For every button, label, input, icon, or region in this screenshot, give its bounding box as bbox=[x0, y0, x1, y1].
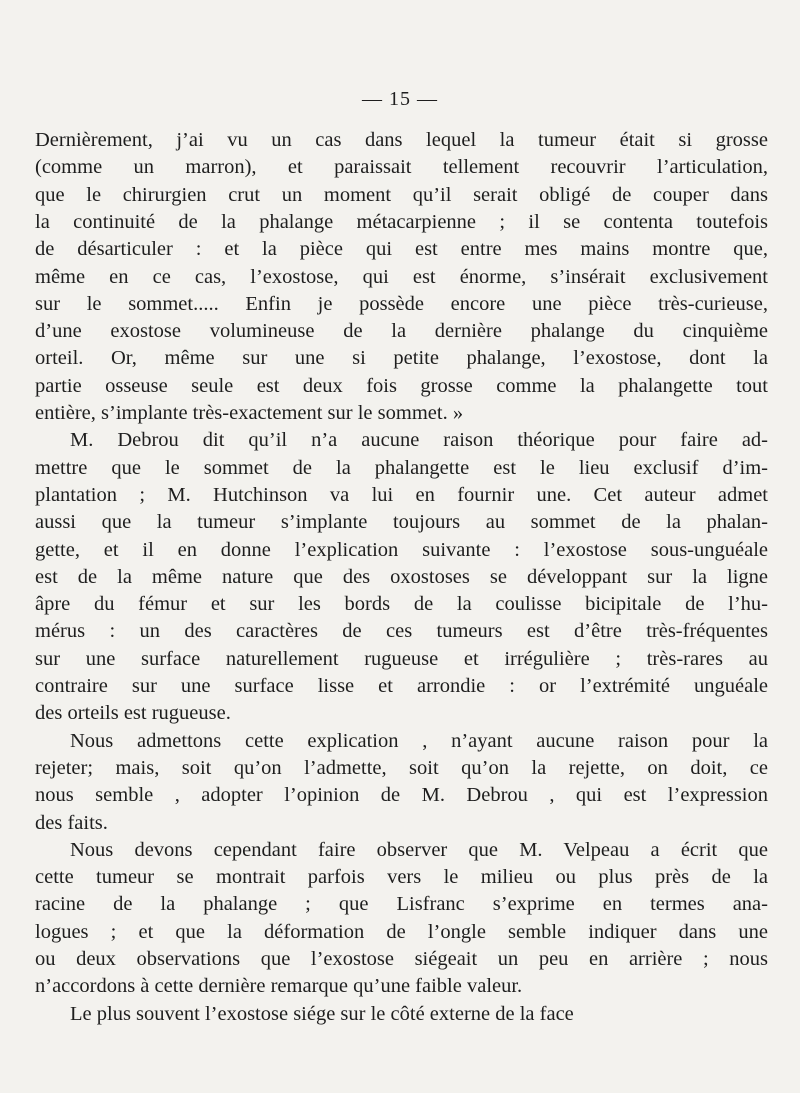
text-line: Dernièrement, j’ai vu un cas dans lequel la tumeur était si grosse bbox=[35, 129, 768, 151]
text-line: M. Debrou dit qu’il n’a aucune raison théorique pour faire ad- bbox=[70, 429, 768, 452]
text-line: des orteils est rugueuse. bbox=[35, 702, 231, 725]
text-line: plantation ; M. Hutchinson va lui en fournir une. Cet auteur admet bbox=[35, 483, 768, 506]
text-line: entière, s’implante très-exactement sur le sommet. » bbox=[35, 402, 464, 424]
text-line: que le chirurgien crut un moment qu’il serait obligé de couper dans bbox=[35, 183, 768, 206]
text-line: mettre que le sommet de la phalangette est le lieu exclusif d’im- bbox=[35, 456, 768, 479]
text-line: sur le sommet..... Enfin je possède encore une pièce très-curieuse, bbox=[35, 292, 768, 315]
text-line: gette, et il en donne l’explication suivante : l’exostose sous-unguéale bbox=[35, 538, 768, 561]
text-line: orteil. Or, même sur une si petite phalange, l’exostose, dont la bbox=[35, 347, 768, 370]
text-line: contraire sur une surface lisse et arrondie : or l’extrémité unguéale bbox=[35, 675, 768, 697]
text-line: ou deux observations que l’exostose siégeait un peu en arrière ; nous bbox=[35, 948, 768, 970]
text-line: la continuité de la phalange métacarpienne ; il se contenta toutefois bbox=[35, 210, 768, 233]
text-line: est de la même nature que des oxostoses se développant sur la ligne bbox=[35, 565, 768, 588]
text-line: mérus : un des caractères de ces tumeurs est d’être très-fréquentes bbox=[35, 620, 768, 643]
text-line: (comme un marron), et paraissait tellement recouvrir l’articulation, bbox=[35, 156, 768, 179]
page-number: — 15 — bbox=[362, 88, 438, 110]
text-line: Nous admettons cette explication , n’ayant aucune raison pour la bbox=[70, 729, 768, 752]
text-line: Le plus souvent l’exostose siége sur le côté externe de la face bbox=[70, 1002, 574, 1025]
text-line: nous semble , adopter l’opinion de M. Debrou , qui est l’expression bbox=[35, 784, 768, 807]
text-line: logues ; et que la déformation de l’ongle semble indiquer dans une bbox=[35, 920, 768, 943]
text-line: racine de la phalange ; que Lisfranc s’exprime en termes ana- bbox=[35, 893, 768, 916]
text-line: rejeter; mais, soit qu’on l’admette, soit qu’on la rejette, on doit, ce bbox=[35, 756, 768, 779]
text-line: de désarticuler : et la pièce qui est entre mes mains montre que, bbox=[35, 238, 768, 261]
text-line: d’une exostose volumineuse de la dernière phalange du cinquième bbox=[35, 320, 768, 343]
text-line: Nous devons cependant faire observer que M. Velpeau a écrit que bbox=[70, 838, 768, 861]
text-line: des faits. bbox=[35, 811, 108, 834]
text-line: même en ce cas, l’exostose, qui est énorme, s’insérait exclusivement bbox=[35, 265, 768, 288]
text-line: partie osseuse seule est deux fois grosse comme la phalangette tout bbox=[35, 374, 768, 397]
text-line: n’accordons à cette dernière remarque qu’une faible valeur. bbox=[35, 975, 523, 998]
text-line: sur une surface naturellement rugueuse et irrégulière ; très-rares au bbox=[35, 647, 768, 670]
text-line: cette tumeur se montrait parfois vers le milieu ou plus près de la bbox=[35, 866, 768, 889]
text-line: aussi que la tumeur s’implante toujours au sommet de la phalan- bbox=[35, 511, 768, 534]
text-line: âpre du fémur et sur les bords de la coulisse bicipitale de l’hu- bbox=[35, 593, 768, 616]
